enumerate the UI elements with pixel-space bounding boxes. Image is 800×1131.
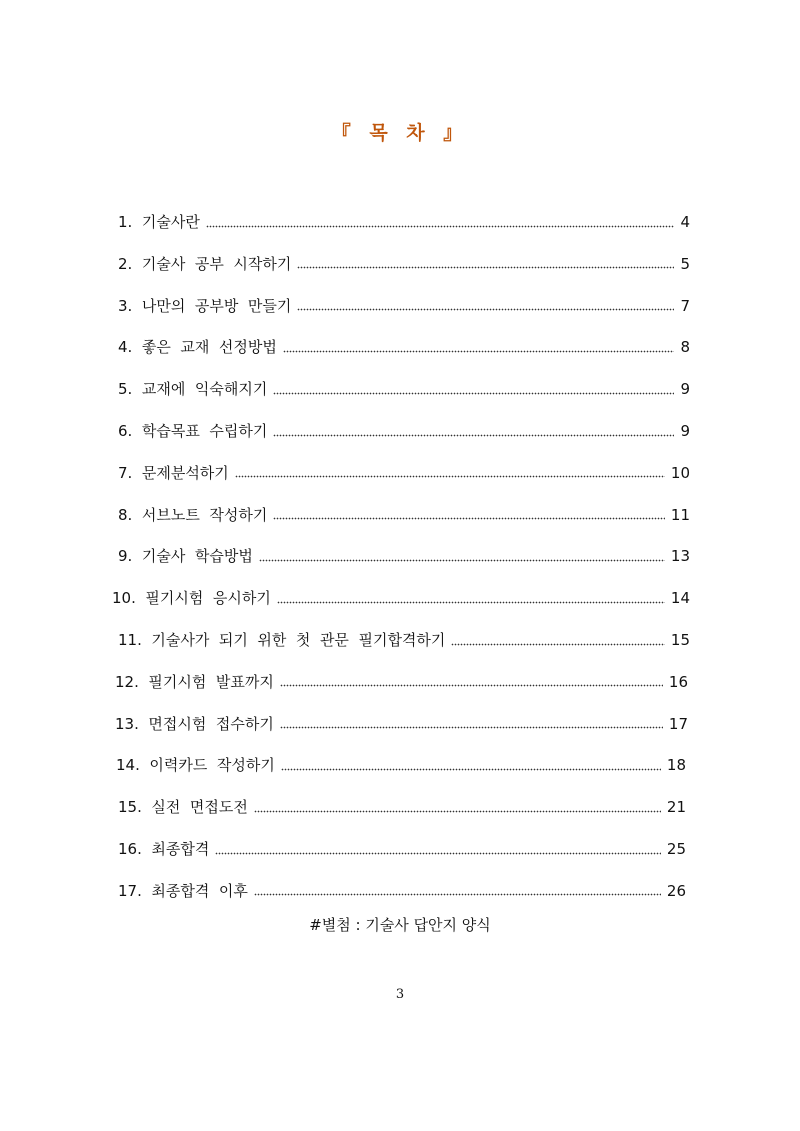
toc-entry-page: 9	[680, 380, 690, 399]
toc-entry-page: 8	[680, 338, 690, 357]
toc-entry[interactable]	[118, 873, 686, 901]
toc-entry[interactable]	[116, 747, 686, 775]
toc-entry-title: 16. 최종합격	[118, 840, 210, 858]
toc-entry-title: 3. 나만의 공부방 만들기	[118, 296, 292, 315]
toc-entry-title: 9. 기술사 학습방법	[118, 547, 253, 566]
dot-leader	[297, 308, 674, 312]
toc-entry[interactable]	[118, 413, 690, 441]
dot-leader	[215, 851, 661, 855]
dot-leader	[277, 600, 665, 604]
toc-entry-title: 7. 문제분석하기	[118, 463, 229, 482]
toc-entry[interactable]	[118, 622, 690, 650]
toc-entry-page: 11	[670, 505, 690, 524]
dot-leader	[254, 893, 661, 897]
dot-leader	[280, 726, 663, 730]
toc-entry-page: 13	[670, 547, 690, 566]
dot-leader	[297, 266, 674, 270]
toc-entry-title: 8. 서브노트 작성하기	[118, 505, 268, 524]
toc-entry[interactable]	[118, 371, 690, 399]
toc-entry-page: 5	[680, 254, 690, 273]
dot-leader	[206, 224, 675, 228]
dot-leader	[451, 642, 665, 646]
dot-leader	[254, 809, 661, 813]
toc-entry-title: 14. 이력카드 작성하기	[116, 756, 275, 775]
dot-leader	[283, 349, 675, 353]
attachment-note: #별첨 : 기술사 답안지 양식	[309, 916, 491, 934]
toc-entry-title: 15. 실전 면접도전	[118, 798, 248, 817]
toc-entry-page: 17	[668, 714, 688, 733]
toc-entry-title: 11. 기술사가 되기 위한 첫 관문 필기합격하기	[118, 631, 446, 649]
toc-entry-title: 4. 좋은 교재 선정방법	[118, 338, 277, 357]
toc-entry-page: 16	[668, 672, 688, 691]
toc-entry-page: 26	[666, 881, 686, 900]
dot-leader	[273, 433, 674, 437]
toc-entry[interactable]	[112, 580, 690, 608]
toc-entry[interactable]	[118, 246, 690, 274]
toc-entry[interactable]	[118, 204, 690, 232]
toc-entry[interactable]	[118, 329, 690, 357]
toc-entry[interactable]	[118, 455, 690, 483]
toc-entry-title: 6. 학습목표 수립하기	[118, 422, 268, 440]
toc-entry-title: 1. 기술사란	[118, 213, 200, 231]
dot-leader	[273, 517, 665, 521]
dot-leader	[273, 391, 674, 395]
toc-entry-title: 13. 면접시험 접수하기	[115, 714, 274, 733]
toc-entry[interactable]	[115, 706, 688, 734]
toc-entry[interactable]	[118, 497, 690, 525]
toc-entry-page: 14	[670, 589, 690, 608]
toc-entry[interactable]	[115, 664, 688, 692]
toc-entry-title: 17. 최종합격 이후	[118, 881, 248, 900]
toc-entry-title: 10. 필기시험 응시하기	[112, 589, 271, 608]
toc-entry[interactable]	[118, 538, 690, 566]
toc-entry[interactable]	[118, 288, 690, 316]
dot-leader	[259, 558, 665, 562]
toc-entry[interactable]	[118, 831, 686, 859]
toc-entry[interactable]	[118, 789, 686, 817]
toc-entry-page: 18	[666, 756, 686, 775]
toc-entry-title: 5. 교재에 익숙해지기	[118, 380, 268, 399]
toc-entry-page: 25	[666, 840, 686, 858]
toc-entry-page: 10	[670, 463, 690, 482]
toc-entry-page: 9	[680, 422, 690, 440]
toc-entry-page: 15	[670, 631, 690, 649]
toc-title: 『 목 차 』	[331, 122, 469, 144]
toc-entry-page: 4	[680, 213, 690, 231]
toc-entry-title: 12. 필기시험 발표까지	[115, 672, 274, 691]
page-number: 3	[395, 987, 405, 1002]
dot-leader	[235, 475, 665, 479]
toc-entry-title: 2. 기술사 공부 시작하기	[118, 254, 292, 273]
dot-leader	[280, 684, 663, 688]
toc-entry-page: 21	[666, 798, 686, 817]
toc-entry-page: 7	[680, 296, 690, 315]
dot-leader	[281, 767, 661, 771]
